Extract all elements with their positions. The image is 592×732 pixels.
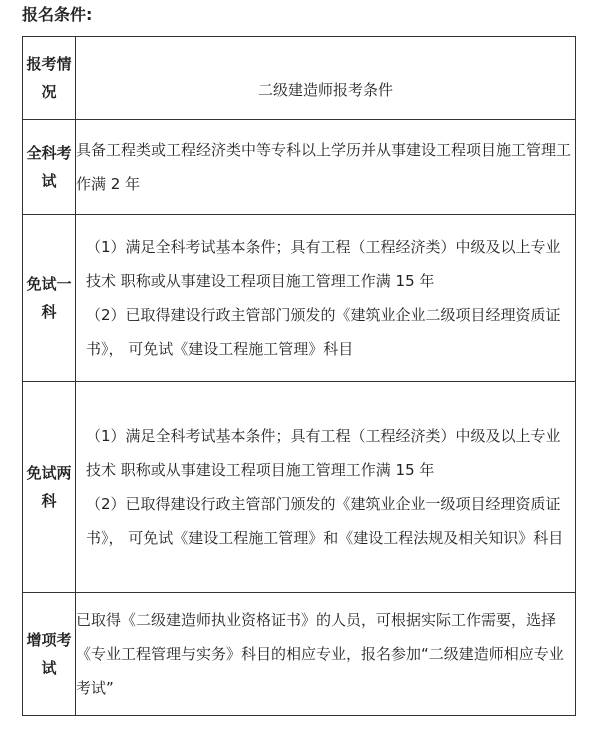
condition-paragraph: （2）已取得建设行政主管部门颁发的《建筑业企业一级项目经理资质证书》， 可免试《建设工程施工管理》和《建设工程法规及相关知识》科目 <box>86 495 564 547</box>
row-content-full-exam <box>76 120 576 215</box>
table-header-row <box>23 37 576 120</box>
header-title-cell <box>76 37 576 120</box>
table-row-exempt-two <box>23 382 576 593</box>
condition-paragraph: 具备工程类或工程经济类中等专科以上学历并从事建设工程项目施工管理工作满 2 年 <box>76 141 572 193</box>
row-content-exempt-one <box>76 215 576 382</box>
row-label-additional: 增项考试 <box>23 593 76 716</box>
row-label-exempt-one: 免试一科 <box>23 215 76 382</box>
header-label-cell: 报考情况 <box>23 37 76 120</box>
table-title: 二级建造师报考条件 <box>257 81 393 99</box>
row-content-exempt-two <box>76 382 576 593</box>
condition-paragraph: 已取得《二级建造师执业资格证书》的人员，可根据实际工作需要，选择《专业工程管理与实务》科目的相应专业，报名参加“二级建造师相应专业考试” <box>76 611 564 697</box>
section-heading: 报名条件: <box>22 5 93 24</box>
condition-paragraph: （2）已取得建设行政主管部门颁发的《建筑业企业二级项目经理资质证书》， 可免试《建设工程施工管理》科目 <box>86 306 561 358</box>
table-row-full-exam <box>23 120 576 215</box>
table-row-exempt-one <box>23 215 576 382</box>
table-row-additional <box>23 593 576 716</box>
requirements-table <box>22 36 576 716</box>
row-content-additional <box>76 593 576 716</box>
row-label-full-exam: 全科考试 <box>23 120 76 215</box>
condition-paragraph: （1）满足全科考试基本条件；具有工程（工程经济类）中级及以上专业技术 职称或从事建设工程项目施工管理工作满 15 年 <box>86 427 561 479</box>
row-label-exempt-two: 免试两科 <box>23 382 76 593</box>
condition-paragraph: （1）满足全科考试基本条件；具有工程（工程经济类）中级及以上专业技术 职称或从事建设工程项目施工管理工作满 15 年 <box>86 238 561 290</box>
